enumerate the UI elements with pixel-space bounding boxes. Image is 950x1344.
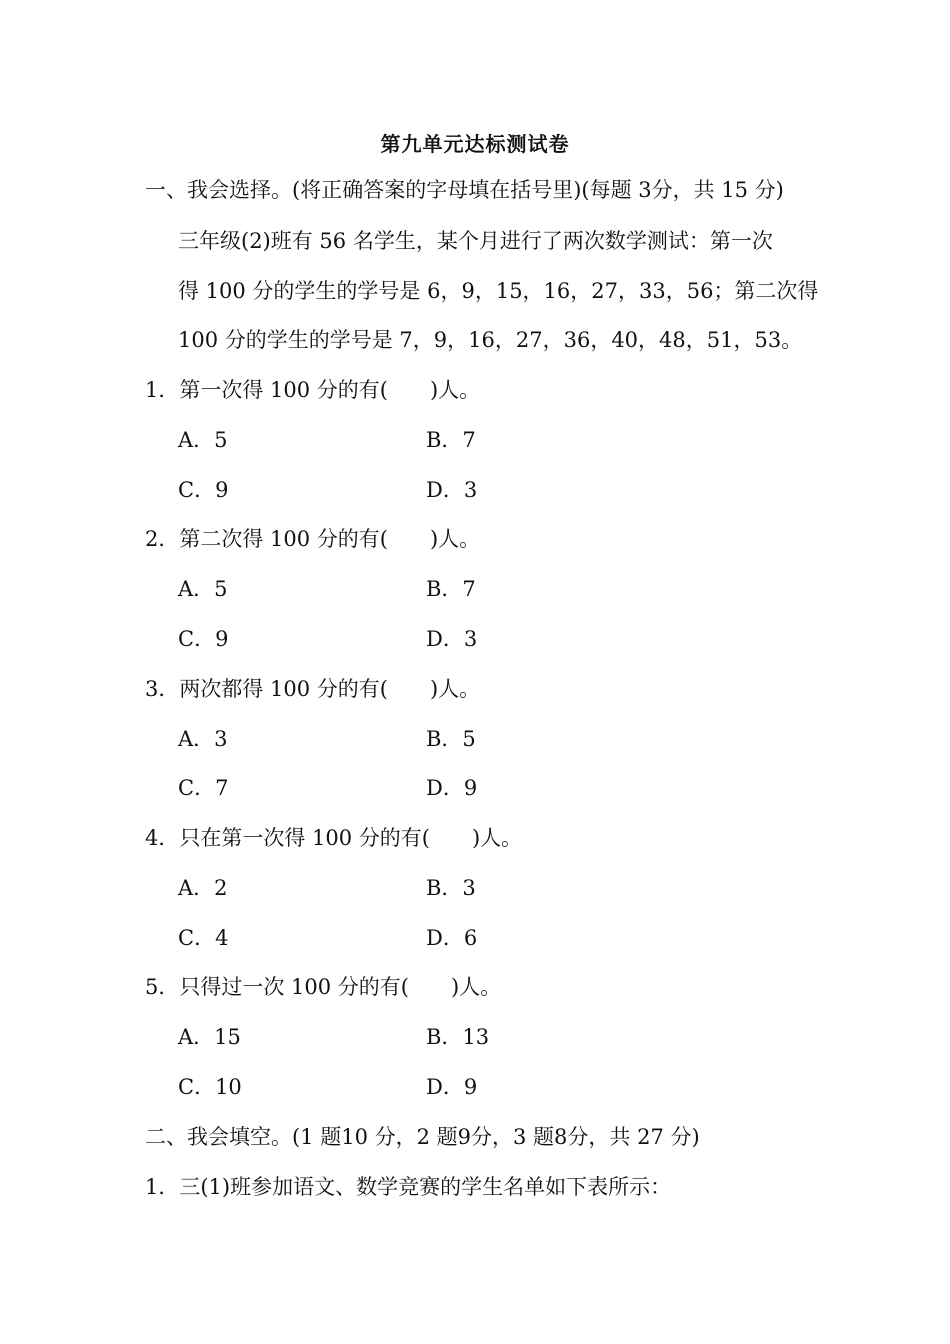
section2-question-1: 1．三(1)班参加语文、数学竞赛的学生名单如下表所示：: [145, 1175, 672, 1199]
question-4-option-d: D．6: [426, 926, 478, 950]
question-4-option-a: A．2: [178, 876, 228, 900]
section1-heading: 一、我会选择。(将正确答案的字母填在括号里)(每题 3分，共 15 分): [145, 178, 784, 202]
question-2-option-c: C．9: [178, 627, 229, 651]
section2-heading: 二、我会填空。(1 题10 分，2 题9分，3 题8分，共 27 分): [145, 1125, 700, 1149]
question-1-option-c: C．9: [178, 478, 229, 502]
question-3-option-c: C．7: [178, 776, 229, 800]
question-1-stem: 1．第一次得 100 分的有( )人。: [145, 378, 481, 402]
page-title: 第九单元达标测试卷: [380, 132, 570, 156]
intro-line-2: 得 100 分的学生的学号是 6，9，15，16，27，33，56；第二次得: [178, 279, 819, 303]
question-2-option-d: D．3: [426, 627, 478, 651]
question-3-option-d: D．9: [426, 776, 478, 800]
intro-line-1: 三年级(2)班有 56 名学生，某个月进行了两次数学测试：第一次: [178, 229, 773, 253]
question-2-option-a: A．5: [178, 577, 228, 601]
question-1-option-d: D．3: [426, 478, 478, 502]
question-3-option-b: B．5: [426, 727, 476, 751]
question-3-stem: 3．两次都得 100 分的有( )人。: [145, 677, 481, 701]
question-5-option-b: B．13: [426, 1025, 490, 1049]
intro-line-3: 100 分的学生的学号是 7，9，16，27，36，40，48，51，53。: [178, 328, 803, 352]
question-5-option-c: C．10: [178, 1075, 242, 1099]
question-2-option-b: B．7: [426, 577, 476, 601]
question-3-option-a: A．3: [178, 727, 228, 751]
question-4-option-b: B．3: [426, 876, 476, 900]
question-2-stem: 2．第二次得 100 分的有( )人。: [145, 527, 481, 551]
question-5-option-a: A．15: [178, 1025, 241, 1049]
question-1-option-a: A．5: [178, 428, 228, 452]
question-5-option-d: D．9: [426, 1075, 478, 1099]
question-1-option-b: B．7: [426, 428, 476, 452]
question-4-option-c: C．4: [178, 926, 229, 950]
question-4-stem: 4．只在第一次得 100 分的有( )人。: [145, 826, 523, 850]
question-5-stem: 5．只得过一次 100 分的有( )人。: [145, 975, 502, 999]
